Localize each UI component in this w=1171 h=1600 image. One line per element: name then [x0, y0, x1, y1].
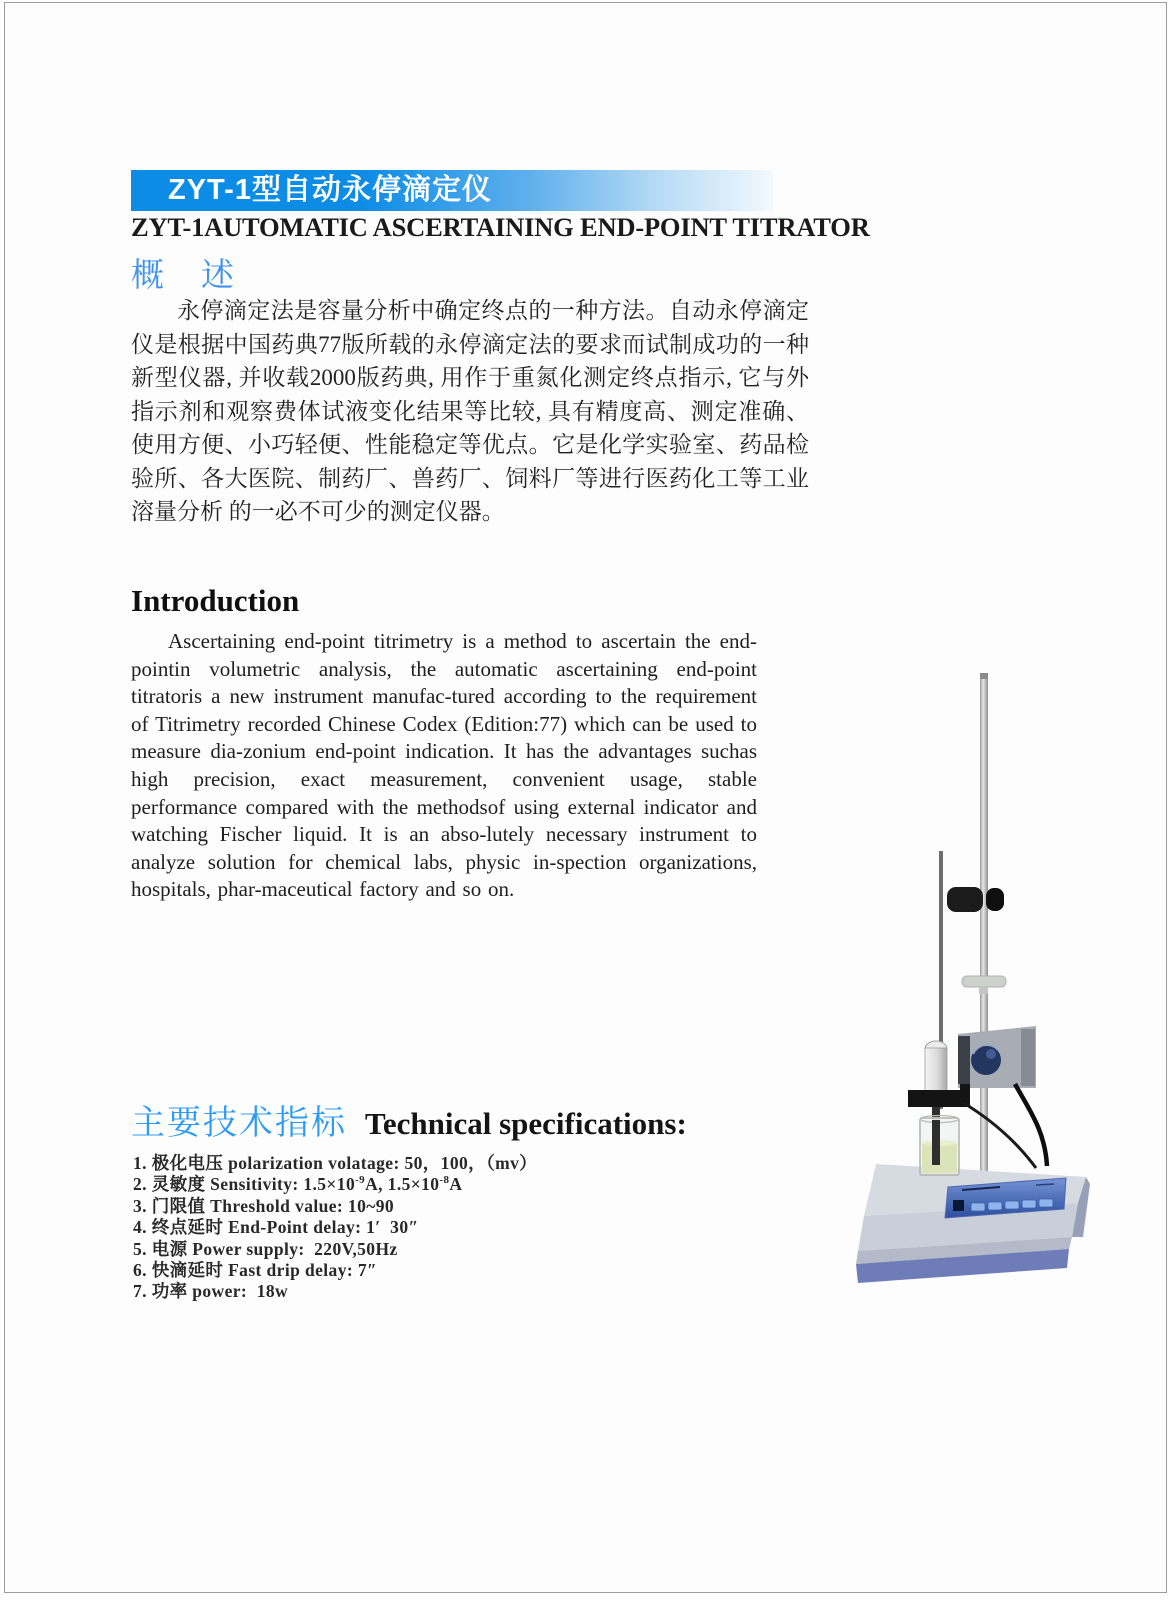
spec-item-endpoint-delay: 4. 终点延时 End-Point delay: 1′ 30″ — [133, 1217, 419, 1238]
spec-item-polarization: 1. 极化电压 polarization volatage: 50，100，（mv） — [133, 1153, 538, 1173]
panel-power-key — [953, 1200, 964, 1211]
tech-specs-heading — [131, 1095, 687, 1144]
spec-item-sensitivity: 2. 灵敏度 Sensitivity: $1.5\times 10^{-9}A$, $1.5\times 10^{-8}A$ — [133, 1174, 463, 1195]
product-title-banner — [131, 170, 773, 211]
superscript-exponent: -8 — [439, 1174, 450, 1187]
burette-rod — [980, 673, 988, 1171]
pump-assembly — [958, 1026, 1036, 1088]
spec-item-fast-drip-delay: 6. 快滴延时 Fast drip delay: 7″ — [133, 1260, 378, 1281]
introduction-paragraph: Ascertaining end-point titrimetry is a method to ascertain the end-pointin volumetric analysis, the automatic ascertaining end-point titratoris a new instrument manufac-tured according to the requirement of Titrimetry recorded Chinese Codex (Edition:77) which can be used to measure dia-zonium end-point indication. It has the advantages suchas high precision, exact measurement, convenient usage, stable performance compared with the methodsof using external indicator and watching Fischer liquid. It is an abso-lutely necessary instrument to analyze solution for chemical labs, physic in-spection organizations, hospitals, phar-maceutical factory and so on. — [131, 629, 757, 902]
spec-item-threshold: 3. 门限值 Threshold value: 10~90 — [133, 1195, 395, 1216]
beaker — [920, 1116, 959, 1176]
banner-title-cn: ZYT-1型自动永停滴定仪 — [168, 174, 492, 206]
instrument-base — [856, 1164, 1090, 1283]
power-cable — [1015, 1084, 1047, 1166]
titrator-illustration — [840, 636, 1130, 1301]
tech-specs-heading-en: Technical specifications: — [365, 1106, 687, 1141]
tech-specs-list — [133, 1153, 693, 1303]
product-photo — [840, 636, 1130, 1301]
stopcock — [962, 976, 1006, 994]
overview-heading-cn: 概 述 — [131, 256, 236, 293]
burette-clamp — [947, 887, 1004, 912]
page-title: ZYT-1AUTOMATIC ASCERTAINING END-POINT TITRATOR — [131, 212, 870, 242]
overview-paragraph-cn: 永停滴定法是容量分析中确定终点的一种方法。自动永停滴定仪是根据中国药典77版所载的永停滴定法的要求而试制成功的一种新型仪器, 并收载2000版药典, 用作于重氮化测定终点指示, 它与外指示剂和观察费体试液变化结果等比较, 具有精度高、测定准确、使用方便、小巧轻便、性能稳定等优点。它是化学实验室、药品检验所、各大医院、制药厂、兽药厂、饲料厂等进行医药化工等工业溶量分析 的一必不可少的测定仪器。 — [131, 298, 810, 524]
superscript-exponent: -9 — [355, 1174, 366, 1187]
spec-item-power: 7. 功率 power: 18w — [133, 1281, 289, 1302]
electrode-holder — [925, 1041, 947, 1092]
spec-item-power-supply: 5. 电源 Power supply: 220V,50Hz — [133, 1238, 398, 1259]
introduction-heading: Introduction — [131, 583, 300, 618]
document-page — [4, 2, 1167, 1593]
tech-specs-heading-cn: 主要技术指标 — [131, 1104, 347, 1142]
electrode-cable — [962, 1102, 1036, 1168]
